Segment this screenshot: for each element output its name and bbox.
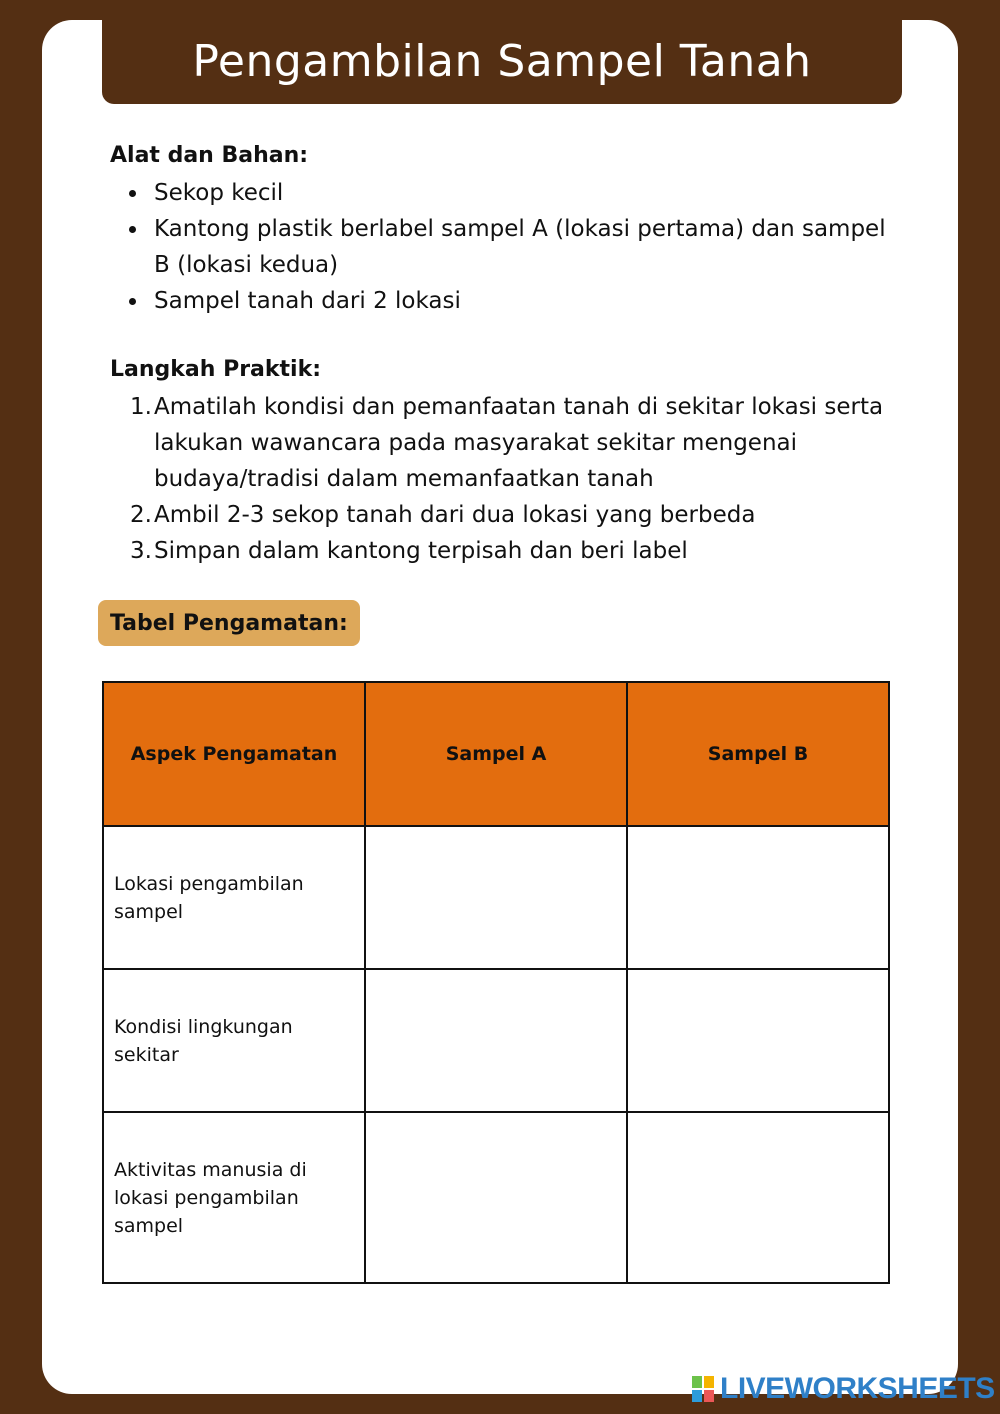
page-title: Pengambilan Sampel Tanah (192, 35, 812, 87)
list-item: Kantong plastik berlabel sampel A (lokasi pertama) dan sampel B (lokasi kedua) (110, 211, 900, 283)
sample-b-answer-cell[interactable] (627, 969, 889, 1112)
sample-b-answer-cell[interactable] (627, 1112, 889, 1283)
materials-heading: Alat dan Bahan: (110, 143, 309, 168)
aspect-cell: Aktivitas manusia di lokasi pengambilan sampel (103, 1112, 365, 1283)
sample-a-answer-cell[interactable] (365, 1112, 627, 1283)
list-item: Ambil 2-3 sekop tanah dari dua lokasi yang berbeda (154, 502, 756, 528)
liveworksheets-logo-icon (692, 1376, 714, 1402)
list-item: Simpan dalam kantong terpisah dan beri label (154, 538, 688, 564)
list-item: Amatilah kondisi dan pemanfaatan tanah di sekitar lokasi serta lakukan wawancara pada masyarakat sekitar mengenai budaya/tradisi dalam memanfaatkan tanah (154, 394, 884, 492)
title-banner (102, 18, 902, 104)
sample-a-answer-cell[interactable] (365, 969, 627, 1112)
steps-heading: Langkah Praktik: (110, 357, 322, 382)
list-item: Sampel tanah dari 2 lokasi (110, 283, 900, 319)
header-sample-b: Sampel B (627, 682, 889, 826)
table-label-badge: Tabel Pengamatan: (98, 600, 360, 646)
table-row (103, 826, 889, 969)
table-row (103, 1112, 889, 1283)
aspect-cell: Kondisi lingkungan sekitar (103, 969, 365, 1112)
observation-table (102, 681, 890, 1284)
header-sample-a: Sampel A (365, 682, 627, 826)
aspect-cell: Lokasi pengambilan sampel (103, 826, 365, 969)
table-header-row (103, 682, 889, 826)
sample-a-answer-cell[interactable] (365, 826, 627, 969)
watermark-text: LIVEWORKSHEETS (720, 1372, 995, 1405)
sample-b-answer-cell[interactable] (627, 826, 889, 969)
materials-list (110, 175, 900, 319)
liveworksheets-watermark (692, 1372, 995, 1406)
steps-list (110, 389, 900, 569)
table-row (103, 969, 889, 1112)
header-aspect: Aspek Pengamatan (103, 682, 365, 826)
list-item: Sekop kecil (110, 175, 900, 211)
